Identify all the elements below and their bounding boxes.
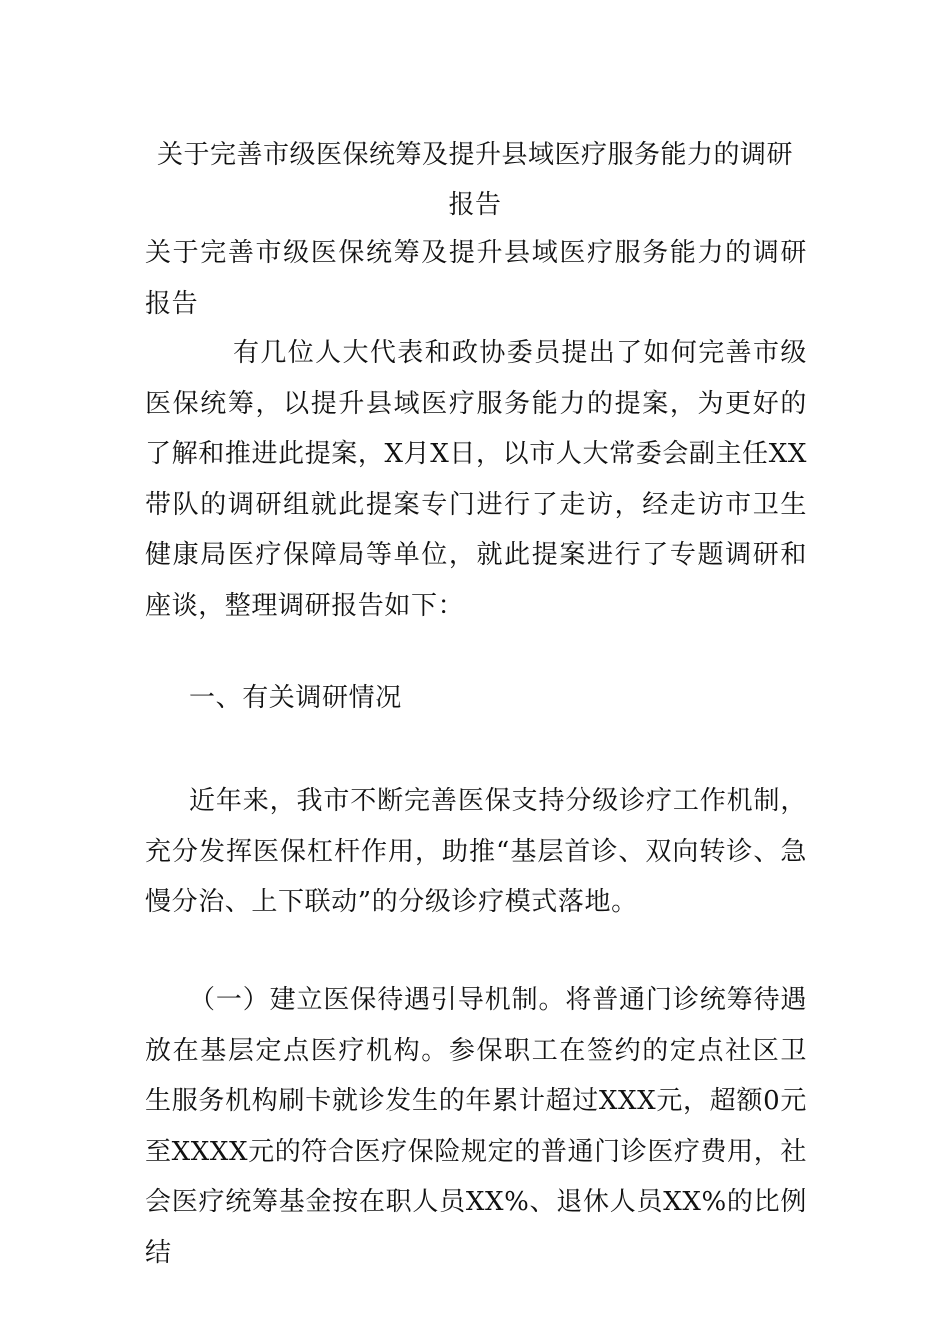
section-paragraph: 近年来，我市不断完善医保支持分级诊疗工作机制，充分发挥医保杠杆作用，助推“基层首诊、双向转诊、急慢分治、上下联动”的分级诊疗模式落地。 [145,786,807,917]
document-title: 关于完善市级医保统筹及提升县域医疗服务能力的调研报告 [156,140,793,220]
intro-paragraph: 有几位人大代表和政协委员提出了如何完善市级医保统筹，以提升县域医疗服务能力的提案，为更好的了解和推进此提案，X月X日，以市人大常委会副主任XX带队的调研组就此提案专门进行了走访，经走访市卫生健康局医疗保障局等单位，就此提案进行了专题调研和座谈，整理调研报告如下： [145,338,807,621]
subsection-paragraph: （一）建立医保待遇引导机制。将普通门诊统筹待遇放在基层定点医疗机构。参保职工在签约的定点社区卫生服务机构刷卡就诊发生的年累计超过XXX元，超额0元至XXXX元的符合医疗保险规定的普通门诊医疗费用，社会医疗统筹基金按在职人员XX%、退休人员XX%的比例结 [145,985,807,1268]
document-subtitle: 关于完善市级医保统筹及提升县域医疗服务能力的调研报告 [145,238,807,319]
section-heading: 一、有关调研情况 [189,683,402,713]
